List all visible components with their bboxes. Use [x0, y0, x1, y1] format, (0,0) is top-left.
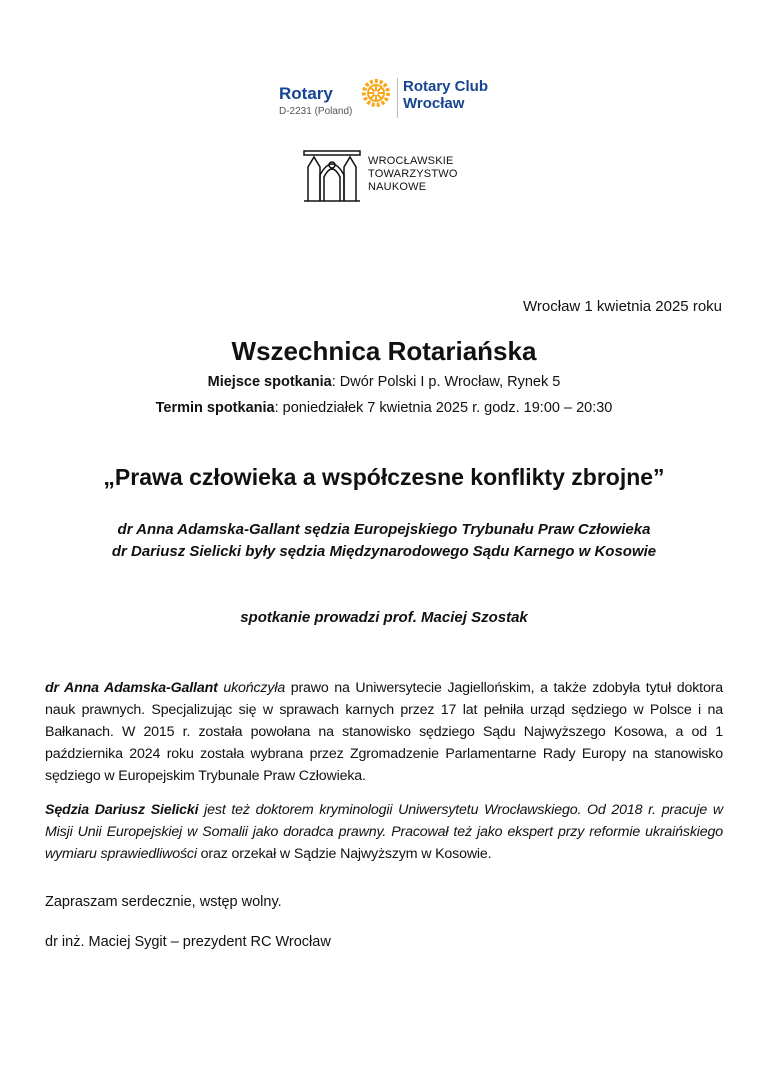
bio-2-italic-text: jest też doktorem kryminologii Uniwersytetu Wrocławskiego. Od 2018 r. pracuje w Misji Unii Europejskiej w Somalii jako doradca prawny. Pracował też jako ekspert przy reformie ukraińskiego wymiaru sprawiedliwości [45, 802, 724, 862]
document-date: Wrocław 1 kwietnia 2025 roku [523, 298, 722, 315]
speaker-2: dr Dariusz Sielicki były sędzia Międzynarodowego Sądu Karnego w Kosowie [111, 543, 657, 560]
wtn-logo-text [368, 155, 458, 194]
term-label: Termin spotkania [155, 400, 275, 416]
meeting-term [0, 400, 768, 416]
bio-1-name: dr Anna Adamska-Gallant [45, 680, 218, 696]
bio-2-text: oraz orzekał w Sądzie Najwyższym w Kosowie. [196, 846, 492, 862]
speaker-1: dr Anna Adamska-Gallant sędzia Europejskiego Trybunału Praw Człowieka [117, 521, 651, 538]
bio-paragraph-2 [45, 799, 723, 865]
club-line-2: Wrocław [403, 95, 465, 112]
rotary-district: D-2231 (Poland) [279, 106, 353, 117]
rotary-wheel-icon [361, 78, 391, 108]
place-value: : Dwór Polski I p. Wrocław, Rynek 5 [331, 374, 561, 390]
invitation: Zapraszam serdecznie, wstęp wolny. [45, 894, 282, 910]
wtn-line-3: NAUKOWE [368, 181, 427, 193]
rotary-club-logo [275, 70, 493, 130]
meeting-place [0, 374, 768, 390]
bio-1-text: prawo na Uniwersytecie Jagiellońskim, a także zdobyła tytuł doktora nauk prawnych. Specjalizując się w sprawach karnych przez 17 lat pełniła urząd sędziego w Polsce i na Bałkanach. W 2015 r. została powołana na stanowisko sędziego Sądu Najwyższego Kosowa, a od 1 października 2024 roku została wybrana przez Zgromadzenie Parlamentarne Rady Europy na stanowisko sędziego w Europejskim Trybunale Praw Człowieka. [45, 680, 723, 784]
bio-paragraph-1 [45, 677, 723, 787]
gothic-portal-icon [302, 145, 362, 203]
wtn-logo [302, 145, 472, 205]
lecture-topic: „Prawa człowieka a współczesne konflikty zbrojne” [103, 464, 665, 490]
bio-1-verb: ukończyła [217, 680, 286, 696]
wtn-line-1: WROCŁAWSKIE [368, 155, 454, 167]
place-label: Miejsce spotkania [207, 374, 332, 390]
rotary-logo-word: Rotary [279, 84, 333, 103]
signature: dr inż. Maciej Sygit – prezydent RC Wrocław [45, 934, 331, 950]
moderator: spotkanie prowadzi prof. Maciej Szostak [240, 609, 528, 626]
rotary-club-name [403, 78, 488, 112]
club-line-1: Rotary Club [403, 78, 489, 95]
term-value: : poniedziałek 7 kwietnia 2025 r. godz. 19:00 – 20:30 [274, 400, 613, 416]
logo-divider [397, 78, 398, 118]
wtn-line-2: TOWARZYSTWO [368, 168, 458, 180]
bio-2-name: Sędzia Dariusz Sielicki [45, 802, 199, 818]
page-title: Wszechnica Rotariańska [231, 336, 537, 366]
